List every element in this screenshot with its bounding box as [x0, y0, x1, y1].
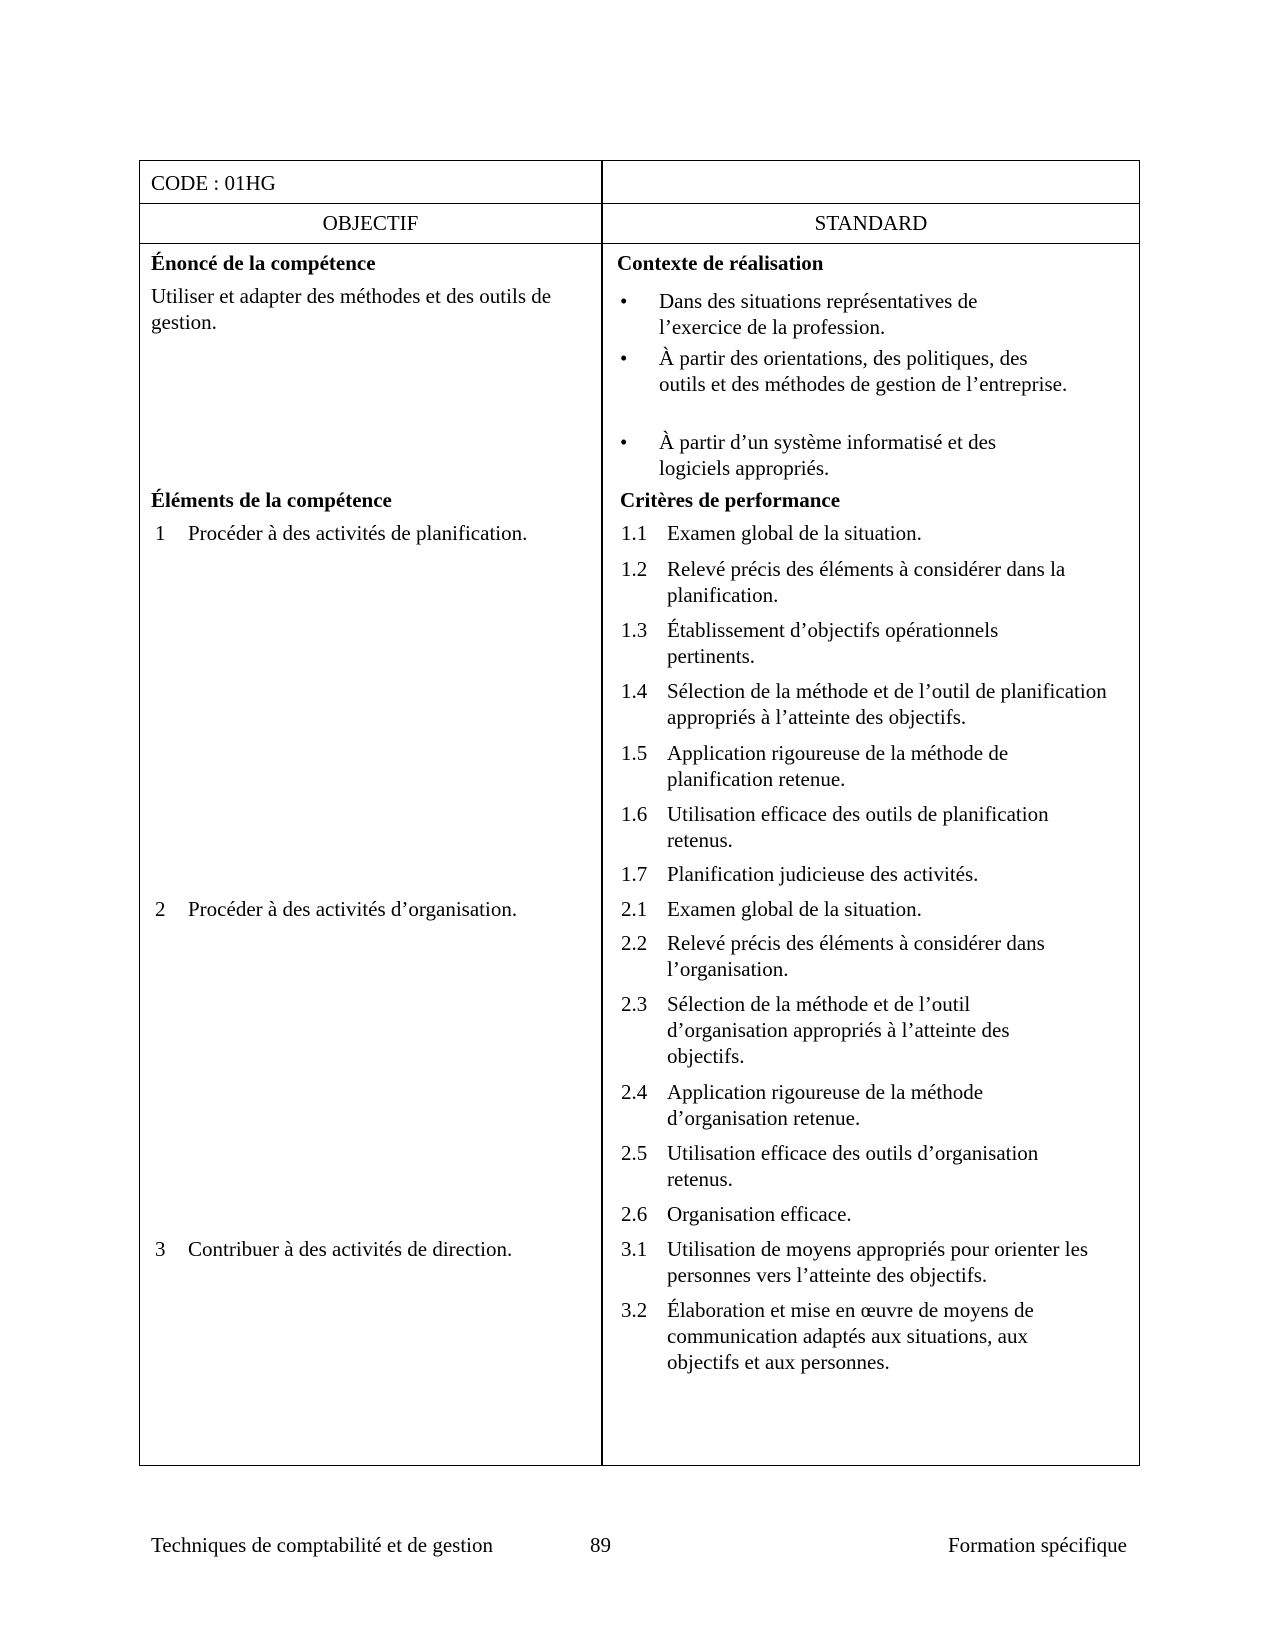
bullet-icon: • [620, 430, 628, 454]
critere-text: Relevé précis des éléments à considérer dans l’organisation. [667, 931, 1045, 981]
critere-text: Examen global de la situation. [667, 897, 922, 921]
critere-number: 1.1 [621, 521, 648, 545]
column-divider [601, 160, 603, 1466]
critere-number: 1.6 [621, 802, 648, 826]
element-number: 3 [155, 1237, 166, 1261]
enonce-heading: Énoncé de la compétence [151, 251, 376, 275]
code-label: CODE : 01HG [151, 171, 276, 195]
table-border-left [139, 160, 140, 1466]
critere-number: 2.1 [621, 897, 648, 921]
critere-text: Application rigoureuse de la méthode de planification retenue. [667, 741, 1009, 791]
table-border-right [1139, 160, 1140, 1466]
critere-text: Examen global de la situation. [667, 521, 922, 545]
criteres-heading: Critères de performance [620, 488, 841, 512]
critere-number: 1.5 [621, 741, 648, 765]
element-text: Procéder à des activités d’organisation. [188, 897, 518, 921]
critere-number: 2.4 [621, 1080, 648, 1104]
bullet-icon: • [620, 346, 628, 370]
critere-text: Élaboration et mise en œuvre de moyens de communication adaptés aux situations, aux objectifs et aux personnes. [667, 1298, 1034, 1374]
critere-number: 1.3 [621, 618, 648, 642]
critere-number: 3.2 [621, 1298, 648, 1322]
critere-number: 2.5 [621, 1141, 648, 1165]
contexte-item: À partir d’un système informatisé et des logiciels appropriés. [659, 430, 997, 480]
critere-number: 2.3 [621, 992, 648, 1016]
elements-heading: Éléments de la compétence [151, 488, 392, 512]
element-text: Procéder à des activités de planification. [188, 521, 528, 545]
critere-number: 2.2 [621, 931, 648, 955]
table-border-bottom [139, 1465, 1140, 1466]
standard-header: STANDARD [814, 211, 928, 235]
enonce-text: Utiliser et adapter des méthodes et des outils de gestion. [151, 284, 552, 334]
critere-text: Sélection de la méthode et de l’outil de planification appropriés à l’atteinte des objectifs. [667, 679, 1107, 729]
critere-text: Utilisation de moyens appropriés pour orienter les personnes vers l’atteinte des objectifs. [667, 1237, 1089, 1287]
element-number: 2 [155, 897, 166, 921]
critere-number: 1.2 [621, 557, 648, 581]
element-number: 1 [155, 521, 166, 545]
footer-section: Formation spécifique [947, 1533, 1127, 1557]
objectif-header: OBJECTIF [322, 211, 419, 235]
contexte-item: Dans des situations représentatives de l’exercice de la profession. [659, 289, 978, 339]
contexte-item: À partir des orientations, des politiques, des outils et des méthodes de gestion de l’entreprise. [659, 346, 1068, 396]
table-border-top [139, 160, 1140, 161]
element-text: Contribuer à des activités de direction. [188, 1237, 513, 1261]
critere-number: 2.6 [621, 1202, 648, 1226]
bullet-icon: • [620, 289, 628, 313]
critere-text: Utilisation efficace des outils d’organisation retenus. [667, 1141, 1039, 1191]
contexte-heading: Contexte de réalisation [617, 251, 824, 275]
row-divider-2 [139, 243, 1140, 244]
row-divider-1 [139, 203, 1140, 204]
critere-number: 1.4 [621, 679, 648, 703]
critere-number: 1.7 [621, 862, 648, 886]
footer-title: Techniques de comptabilité et de gestion [151, 1533, 494, 1557]
footer-page-number: 89 [590, 1533, 611, 1557]
critere-text: Organisation efficace. [667, 1202, 852, 1226]
critere-text: Sélection de la méthode et de l’outil d’organisation appropriés à l’atteinte des objectifs. [667, 992, 1010, 1068]
critere-text: Application rigoureuse de la méthode d’organisation retenue. [667, 1080, 984, 1130]
critere-text: Établissement d’objectifs opérationnels pertinents. [667, 618, 999, 668]
critere-number: 3.1 [621, 1237, 648, 1261]
critere-text: Utilisation efficace des outils de planification retenus. [667, 802, 1049, 852]
critere-text: Relevé précis des éléments à considérer dans la planification. [667, 557, 1066, 607]
critere-text: Planification judicieuse des activités. [667, 862, 979, 886]
